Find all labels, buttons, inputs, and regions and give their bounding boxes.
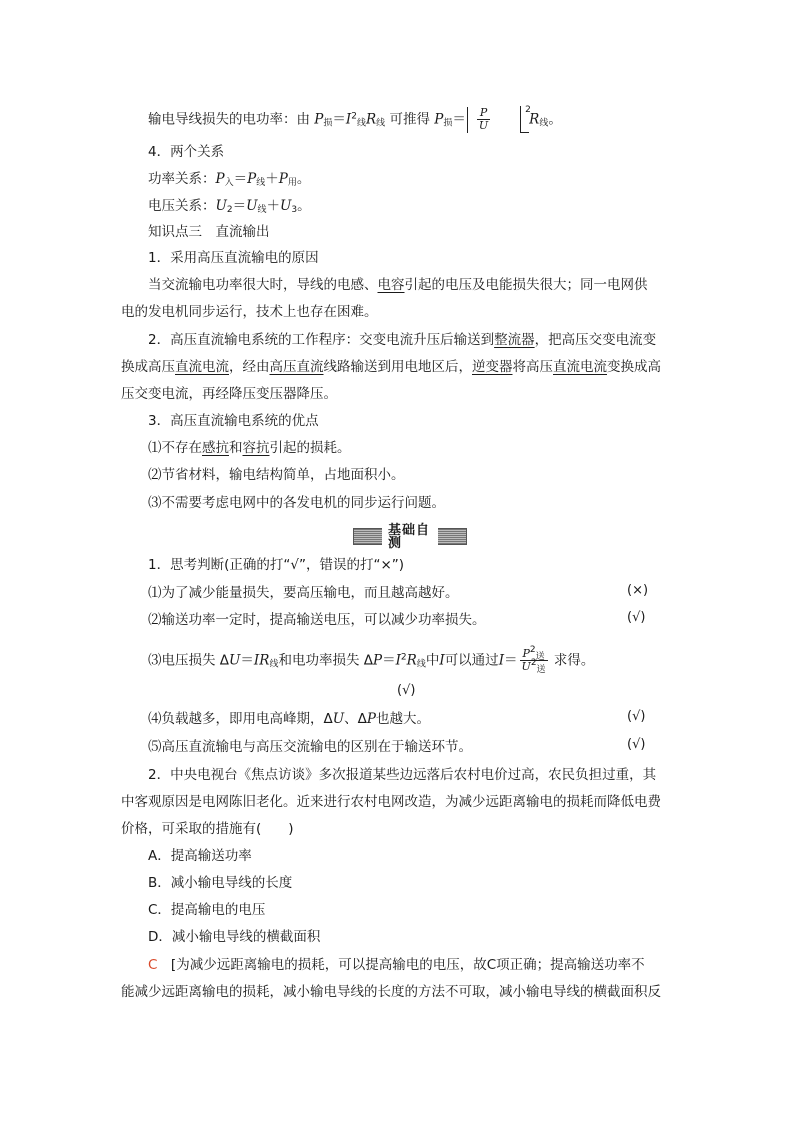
sup: 2 [529,645,536,655]
underlined-term: 容抗 [242,440,270,456]
var-p: P [522,647,530,660]
var-u: U [280,198,292,214]
k2-line2 [121,357,661,377]
var-u: U [246,198,258,214]
var-i: I [345,111,352,128]
text: 可推得 [389,111,430,128]
answer-line2: 能减少远距离输电的损耗，减小输电导线的长度的方法不可取，减小输电导线的横截面积反 [121,984,661,1000]
k3-item3: ⑶不需要考虑电网中的各发电机的同步运行问题。 [148,495,445,511]
var-p: P [314,111,324,128]
q2-line3: 价格，可采取的措施有( ) [121,821,294,837]
q1-item2-mark: (√) [627,610,646,625]
text: 中 [425,652,440,669]
text: 换成高压 [121,359,175,375]
text: 2．高压直流输电系统的工作程序：交变电流升压后输送到 [148,332,495,348]
eq: ＝ [382,652,396,669]
eq: ＝ [452,111,466,128]
text: 和 [229,440,243,456]
frac-numerator: P [477,107,490,120]
text: ，把高压交变电流变 [534,332,657,348]
var-i: I [253,652,260,669]
q1-stem: 1．思考判断(正确的打“√”，错误的打“×”) [148,557,405,573]
q1-item5: ⑸高压直流输电与高压交流输电的区别在于输送环节。 [148,739,472,755]
eq: ＝ [232,198,247,214]
k3-title: 3．高压直流输电系统的优点 [148,413,319,429]
text: 输电导线损失的电功率：由 [148,111,310,128]
sub: 线 [257,205,267,215]
k1-paragraph-line1 [148,275,648,295]
sub: 线 [356,118,366,129]
text: 、Δ [344,711,367,727]
text: ⑴不存在 [148,440,202,456]
sub: 入 [224,178,234,188]
sub: 用 [287,178,297,188]
underlined-term: 逆变器 [472,359,513,375]
power-loss-line [148,106,562,133]
text: 可以通过 [444,652,499,669]
answer-line1 [148,955,645,975]
var-p: P [366,711,376,727]
text: 和电功率损失 Δ [278,652,373,669]
label: 电压关系： [148,198,216,214]
fraction [520,645,548,675]
text: ⑷负载越多，即用电高峰期，Δ [148,711,333,727]
q2-option-b: B．减小输电导线的长度 [148,875,293,891]
k2-line1 [148,330,656,350]
eq: ＝ [504,652,518,669]
var-u: U [215,198,227,214]
bracket-left [467,107,474,133]
text: ⑶电压损失 Δ [148,652,230,669]
sub: 损 [443,118,453,129]
q1-item3 [148,645,595,675]
text: 求得。 [549,652,595,669]
eq: ＝ [240,652,254,669]
var-u: U [229,652,241,669]
sub: 线 [416,659,426,670]
q1-item4-mark: (√) [627,709,646,724]
eq: ＝ [332,111,346,128]
text: 当交流输电功率很大时，导线的电感、 [148,277,378,293]
underlined-term: 感抗 [202,440,229,456]
sup: 2 [530,658,537,668]
var-i: I [439,652,445,669]
sub: 线 [269,659,279,670]
var-r: R [366,111,377,128]
k3-item1 [148,438,351,458]
text: 。 [297,198,311,214]
q1-item1: ⑴为了减少能量损失，要高压输电，而且越高越好。 [148,585,459,601]
exponent: 2 [525,105,531,115]
var-r: R [259,652,270,669]
underlined-term: 电容 [377,277,405,293]
plus: ＋ [265,171,279,187]
plus: ＋ [266,198,281,214]
k2-line3: 压交变电流，再经降压变压器降压。 [121,386,337,402]
underlined-term: 整流器 [494,332,535,348]
sub: 2 [226,205,233,215]
var-i: I [498,652,505,669]
q2-option-a: A．提高输送功率 [148,848,252,864]
sub: 3 [291,205,298,215]
sub: 线 [256,178,266,188]
underlined-term: 高压直流 [269,359,324,375]
text: 将高压 [512,359,553,375]
frac-denominator: U [478,119,489,132]
answer-letter: C [148,957,158,973]
k1-paragraph-line2: 电的发电机同步运行，技术上也存在困难。 [121,304,378,320]
sub: 线 [539,118,549,129]
section-banner [353,522,467,551]
var-p: P [372,652,383,669]
label: 功率关系： [148,171,216,187]
text: 变换成高 [607,359,661,375]
eq: ＝ [233,171,248,187]
bracket-right [520,106,529,133]
q1-item1-mark: (×) [627,583,649,598]
var-p: P [215,171,225,187]
var-i: I [395,652,401,669]
var-r: R [529,111,540,128]
frac-denominator [520,658,548,675]
k3-item2: ⑵节省材料，输电结构简单，占地面积小。 [148,467,405,483]
q1-item3-mark: (√) [397,683,416,698]
sub: 损 [323,118,333,129]
q1-item4 [148,709,430,729]
text: 。 [296,171,311,187]
voltage-relation [148,196,311,216]
var-u: U [521,660,531,673]
text: ，经由 [229,359,270,375]
underlined-term: 直流电流 [553,359,607,375]
var-p: P [278,171,288,187]
q1-item2: ⑵输送功率一定时，提高输送电压，可以减少功率损失。 [148,612,486,628]
k1-title: 1．采用高压直流输电的原因 [148,250,319,266]
var-p: P [434,111,444,128]
banner-label: 基础自测 [382,524,438,550]
fraction [477,107,490,132]
text: 。 [548,111,562,128]
underlined-term: 直流电流 [175,359,229,375]
var-r: R [406,652,417,669]
text: 引起的损耗。 [269,440,351,456]
sup: 2 [400,652,407,663]
text: 引起的电压及电能损失很大；同一电网供 [404,277,648,293]
text: 也越大。 [375,711,430,727]
text: 线路输送到用电地区后， [323,359,472,375]
sub: 送 [536,665,546,675]
q1-item5-mark: (√) [627,737,646,752]
sub: 送 [535,652,545,662]
sub: 线 [376,118,386,129]
text: [为减少远距离输电的损耗，可以提高输电的电压，故C项正确；提高输送功率不 [157,957,645,973]
q2-line1: 2．中央电视台《焦点访谈》多次报道某些边远落后农村电价过高，农民负担过重，其 [148,767,657,783]
var-p: P [247,171,257,187]
section-4-title: 4．两个关系 [148,144,225,160]
knowledge-3-title: 知识点三 直流输出 [148,224,270,240]
power-relation [148,169,310,189]
q2-line2: 中客观原因是电网陈旧老化。近来进行农村电网改造，为减少远距离输电的损耗而降低电费 [121,794,661,810]
q2-option-d: D．减小输电导线的横截面积 [148,929,321,945]
q2-option-c: C．提高输电的电压 [148,902,266,918]
sup: 2 [351,111,357,122]
var-u: U [332,711,345,727]
